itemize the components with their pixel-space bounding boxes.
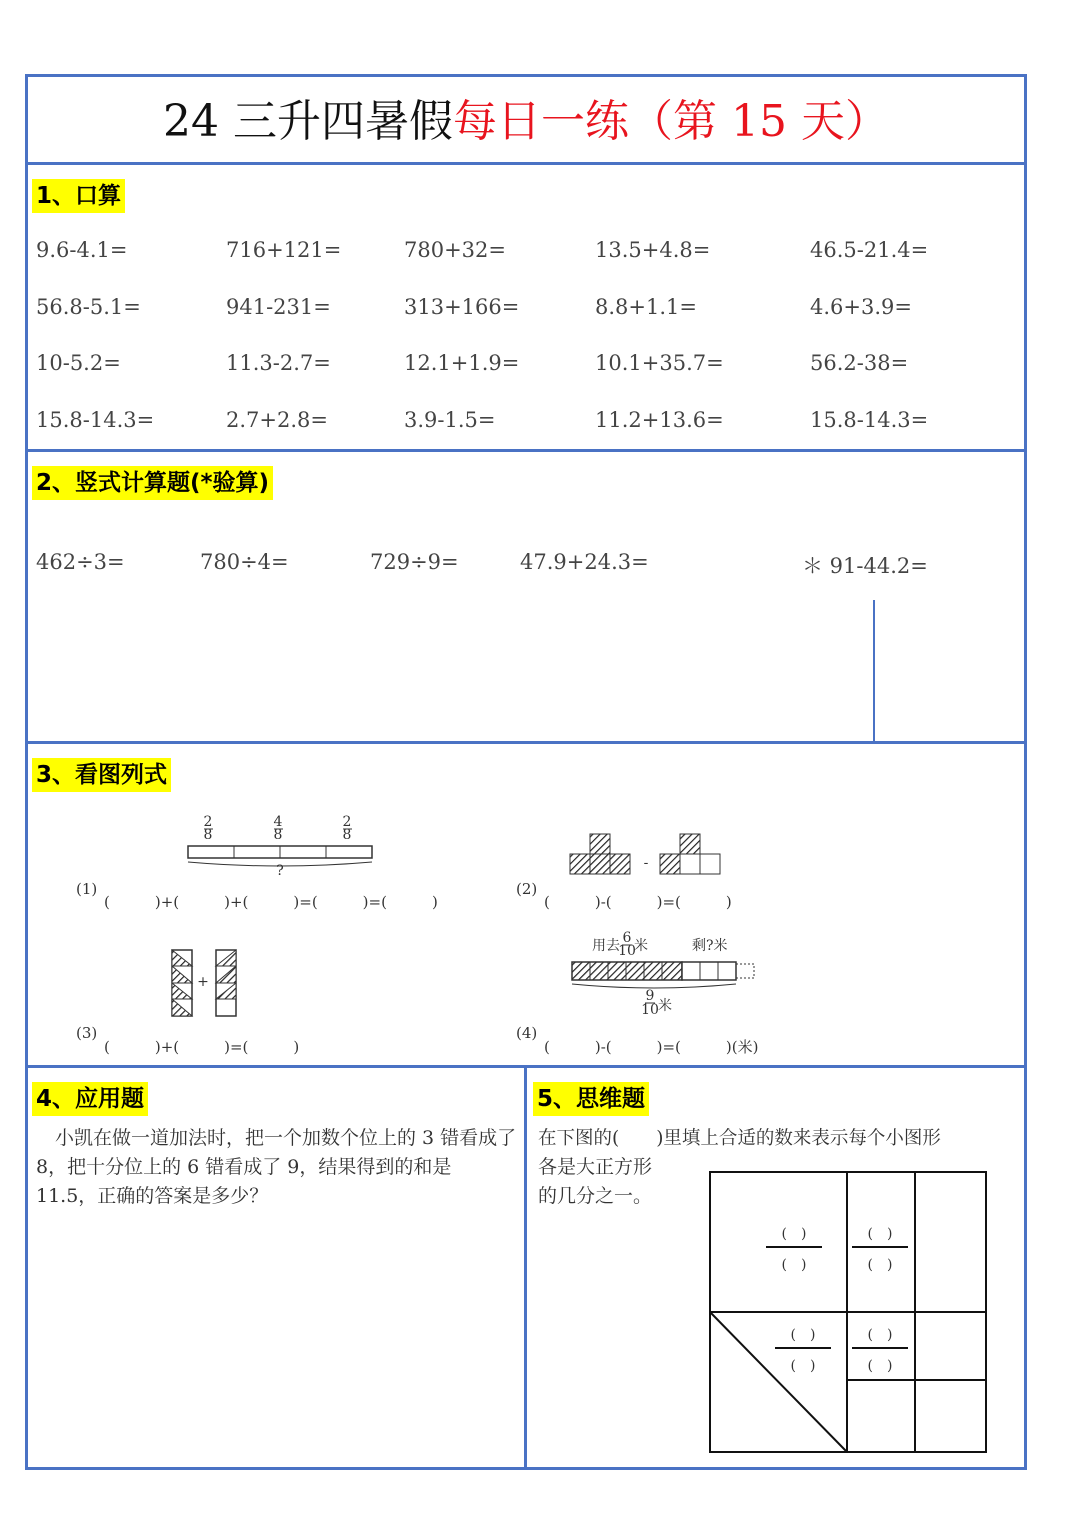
used-den: 10 [618,943,636,959]
oral-problem: 11.2+13.6= [595,408,724,432]
figure-2 [568,830,728,878]
left-label: 剩?米 [692,938,728,954]
oral-problem: 10-5.2= [36,351,121,375]
used-label: 用去 [592,938,620,954]
divider-s2 [25,741,1027,744]
oral-problem: 56.8-5.1= [36,295,141,319]
oral-problem: 4.6+3.9= [810,295,912,319]
section-2-label: 2、竖式计算题(*验算) [32,466,273,500]
total-num: 9 [645,988,655,1004]
blank-paren: ( ) [790,1358,816,1374]
vertical-problem: 47.9+24.3= [520,550,649,574]
fraction-num: 2 [203,814,213,830]
oral-problem: 9.6-4.1= [36,238,128,262]
divider-s1 [25,449,1027,452]
blank-paren: ( ) [867,1226,893,1242]
blank-paren: ( ) [867,1358,893,1374]
thinking-diagram [706,1168,992,1458]
blank-paren: ( ) [781,1226,807,1242]
vertical-problem: 729÷9= [370,550,459,574]
total-den: 10 [641,1002,659,1018]
fraction-den: 8 [342,827,352,843]
oral-problem: 716+121= [226,238,342,262]
oral-problem: 46.5-21.4= [810,238,929,262]
page-title [28,80,1024,164]
figure-4 [566,928,766,1022]
unknown-mark: ? [276,863,284,878]
vertical-problem: 780÷4= [200,550,289,574]
divider-s2-inner [873,600,875,741]
oral-problem: 12.1+1.9= [404,351,520,375]
fraction-den: 8 [273,827,283,843]
section-4-label: 4、应用题 [32,1082,148,1116]
title-black: 24 三升四暑假 [163,96,453,147]
figure-1 [180,812,380,878]
vertical-problem: 462÷3= [36,550,125,574]
thinking-text-line3: 的几分之一。 [538,1185,653,1207]
oral-problem: 313+166= [404,295,520,319]
oral-problem: 780+32= [404,238,506,262]
figure-4-label: (4) [516,1024,538,1042]
used-num: 6 [622,930,632,946]
section-1-label: 1、口算 [32,179,125,213]
fraction-num: 4 [273,814,283,830]
blank-paren: ( ) [867,1327,893,1343]
total-unit: 米 [658,998,672,1014]
blank-paren: ( ) [790,1327,816,1343]
oral-problem: 13.5+4.8= [595,238,711,262]
vertical-problem: ＊ 91-44.2= [802,554,928,578]
plus-sign: + [197,974,209,990]
title-red: 每日一练（第 15 天） [453,96,889,147]
used-unit: 米 [634,938,648,954]
figure-3 [166,944,246,1020]
blank-paren: ( ) [867,1257,893,1273]
figure-4-equation: ( )-( )=( )(米) [544,1038,759,1056]
oral-problem: 15.8-14.3= [810,408,929,432]
figure-3-label: (3) [76,1024,98,1042]
figure-1-label: (1) [76,880,98,898]
minus-sign: - [643,855,649,871]
application-problem: 小凯在做一道加法时，把一个加数个位上的 3 错看成了 8，把十分位上的 6 错看成了 9，结果得到的和是 11.5，正确的答案是多少？ [36,1127,517,1207]
blank-paren: ( ) [781,1257,807,1273]
section-5-label: 5、思维题 [533,1082,649,1116]
figure-2-label: (2) [516,880,538,898]
oral-problem: 941-231= [226,295,331,319]
oral-problem: 2.7+2.8= [226,408,328,432]
fraction-num: 2 [342,814,352,830]
thinking-text-line1: 在下图的( )里填上合适的数来表示每个小图形 [538,1128,941,1149]
oral-problem: 11.3-2.7= [226,351,331,375]
oral-problem: 8.8+1.1= [595,295,697,319]
figure-1-equation: ( )+( )+( )=( )=( ) [104,893,438,911]
oral-problem: 3.9-1.5= [404,408,496,432]
figure-2-equation: ( )-( )=( ) [544,893,732,911]
thinking-text-line2: 各是大正方形 [538,1156,653,1178]
figure-3-equation: ( )+( )=( ) [104,1038,300,1056]
oral-problem: 15.8-14.3= [36,408,155,432]
fraction-den: 8 [203,827,213,843]
section-3-label: 3、看图列式 [32,758,171,792]
oral-problem: 56.2-38= [810,351,909,375]
divider-s4-s5 [524,1065,527,1470]
oral-problem: 10.1+35.7= [595,351,724,375]
